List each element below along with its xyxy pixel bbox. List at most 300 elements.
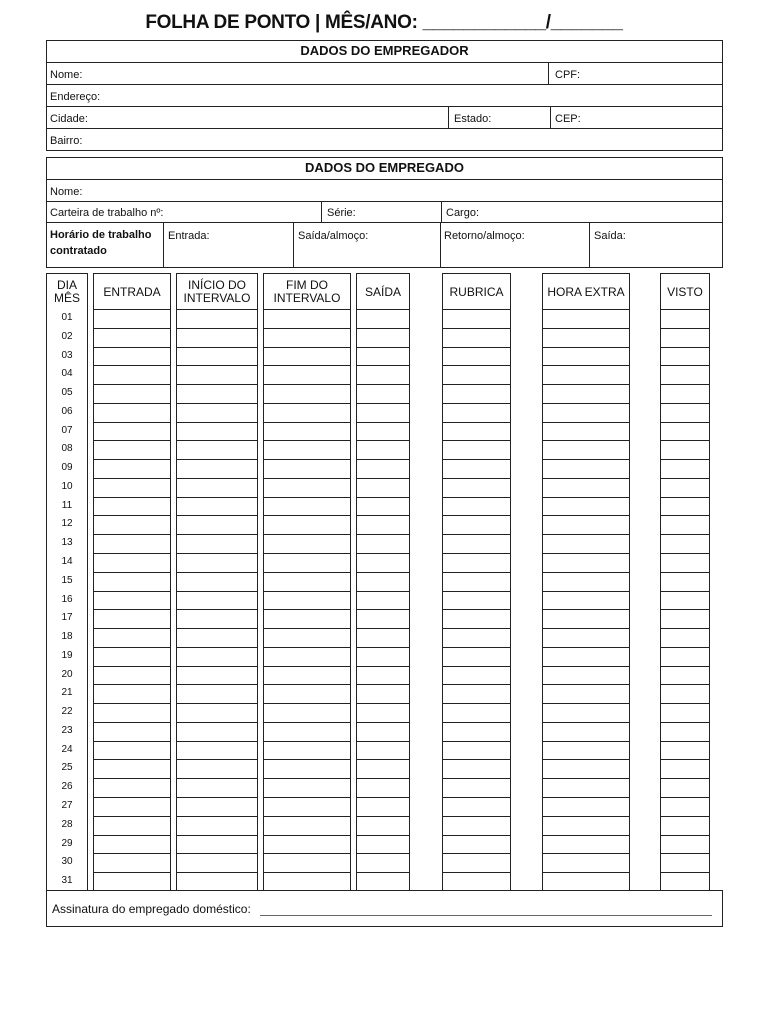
time-cell[interactable] (542, 328, 630, 347)
work-card-label: Carteira de trabalho nº: (50, 207, 164, 219)
column-header (263, 275, 351, 309)
employer-section (46, 40, 723, 151)
time-cell[interactable] (660, 816, 710, 835)
day-number: 18 (61, 631, 73, 643)
time-cell[interactable] (176, 872, 258, 891)
time-cell[interactable] (660, 797, 710, 816)
time-cell[interactable] (660, 647, 710, 666)
time-cell[interactable] (356, 591, 410, 610)
time-cell[interactable] (442, 759, 511, 778)
time-cell[interactable] (176, 365, 258, 384)
day-number: 06 (61, 405, 73, 417)
time-cell[interactable] (263, 759, 351, 778)
time-cell[interactable] (542, 872, 630, 891)
employer-state-label: Estado: (454, 113, 492, 125)
time-cell[interactable] (542, 816, 630, 835)
time-cell[interactable] (442, 478, 511, 497)
time-cell[interactable] (176, 347, 258, 366)
series-label: Série: (327, 207, 356, 219)
time-cell[interactable] (263, 328, 351, 347)
time-cell[interactable] (93, 835, 171, 854)
time-cell[interactable] (93, 684, 171, 703)
time-cell[interactable] (660, 459, 710, 478)
time-cell[interactable] (356, 816, 410, 835)
time-cell[interactable] (176, 572, 258, 591)
time-cell[interactable] (442, 684, 511, 703)
time-cell[interactable] (263, 459, 351, 478)
time-cell[interactable] (176, 759, 258, 778)
time-cell[interactable] (442, 309, 511, 328)
time-cell[interactable] (93, 440, 171, 459)
time-cell[interactable] (93, 853, 171, 872)
time-cell[interactable] (356, 684, 410, 703)
time-cell[interactable] (660, 666, 710, 685)
day-number: 24 (61, 743, 73, 755)
time-cell[interactable] (542, 515, 630, 534)
time-cell[interactable] (660, 440, 710, 459)
time-cell[interactable] (93, 328, 171, 347)
time-cell[interactable] (263, 778, 351, 797)
time-cell[interactable] (542, 309, 630, 328)
day-number: 19 (61, 649, 73, 661)
time-cell[interactable] (93, 403, 171, 422)
column-header-line1: INÍCIO DO (187, 278, 246, 292)
time-cell[interactable] (442, 816, 511, 835)
time-cell[interactable] (542, 628, 630, 647)
time-cell[interactable] (356, 347, 410, 366)
time-cell[interactable] (542, 741, 630, 760)
time-cell[interactable] (356, 403, 410, 422)
signature-box (46, 890, 723, 927)
time-cell[interactable] (93, 872, 171, 891)
employer-city-label: Cidade: (50, 113, 88, 125)
time-cell[interactable] (542, 684, 630, 703)
day-number: 21 (61, 687, 73, 699)
time-cell[interactable] (442, 797, 511, 816)
time-cell[interactable] (442, 778, 511, 797)
time-cell[interactable] (660, 741, 710, 760)
day-number: 16 (61, 593, 73, 605)
time-cell[interactable] (442, 365, 511, 384)
time-cell[interactable] (176, 666, 258, 685)
time-cell[interactable] (442, 328, 511, 347)
column-header-line2: INTERVALO (183, 291, 251, 305)
time-cell[interactable] (356, 384, 410, 403)
time-cell[interactable] (356, 759, 410, 778)
time-cell[interactable] (442, 553, 511, 572)
entry-label: Entrada: (168, 230, 210, 242)
time-cell[interactable] (93, 365, 171, 384)
time-cell[interactable] (263, 835, 351, 854)
time-cell[interactable] (442, 384, 511, 403)
time-cell[interactable] (356, 478, 410, 497)
time-cell[interactable] (442, 741, 511, 760)
time-cell[interactable] (542, 722, 630, 741)
time-cell[interactable] (176, 647, 258, 666)
time-cell[interactable] (542, 384, 630, 403)
timesheet-column (263, 273, 351, 891)
time-cell[interactable] (542, 347, 630, 366)
time-cell[interactable] (356, 703, 410, 722)
employer-heading: DADOS DO EMPREGADOR (300, 43, 469, 58)
time-cell[interactable] (93, 515, 171, 534)
time-cell[interactable] (660, 347, 710, 366)
day-number: 17 (61, 612, 73, 624)
time-cell[interactable] (356, 365, 410, 384)
time-cell[interactable] (263, 741, 351, 760)
time-cell[interactable] (660, 609, 710, 628)
timesheet-column (542, 273, 630, 891)
time-cell[interactable] (263, 440, 351, 459)
time-cell[interactable] (93, 591, 171, 610)
time-cell[interactable] (356, 741, 410, 760)
time-cell[interactable] (356, 440, 410, 459)
time-cell[interactable] (176, 478, 258, 497)
time-cell[interactable] (356, 515, 410, 534)
time-cell[interactable] (542, 703, 630, 722)
time-cell[interactable] (542, 497, 630, 516)
lunch-out-label: Saída/almoço: (298, 230, 369, 242)
column-header-line1: RUBRICA (449, 284, 504, 299)
time-cell[interactable] (542, 365, 630, 384)
time-cell[interactable] (660, 628, 710, 647)
day-number: 03 (61, 349, 73, 361)
time-cell[interactable] (542, 647, 630, 666)
time-cell[interactable] (442, 628, 511, 647)
time-cell[interactable] (93, 478, 171, 497)
day-number: 15 (61, 574, 73, 586)
time-cell[interactable] (660, 422, 710, 441)
column-header-line1: SAÍDA (364, 284, 401, 299)
time-cell[interactable] (93, 309, 171, 328)
time-cell[interactable] (542, 553, 630, 572)
time-cell[interactable] (263, 666, 351, 685)
time-cell[interactable] (660, 534, 710, 553)
day-number: 08 (61, 443, 73, 455)
time-cell[interactable] (93, 797, 171, 816)
day-number: 23 (61, 724, 73, 736)
time-cell[interactable] (356, 778, 410, 797)
day-number: 11 (61, 499, 73, 511)
time-cell[interactable] (176, 816, 258, 835)
page-title: FOLHA DE PONTO | MÊS/ANO: ____________/_______ (145, 12, 623, 33)
time-cell[interactable] (660, 553, 710, 572)
time-cell[interactable] (356, 459, 410, 478)
employee-name-label: Nome: (50, 186, 83, 198)
time-cell[interactable] (442, 515, 511, 534)
day-number: 12 (61, 518, 73, 530)
column-header (356, 275, 410, 309)
time-cell[interactable] (356, 835, 410, 854)
day-number: 07 (61, 424, 73, 436)
time-cell[interactable] (660, 478, 710, 497)
timesheet-column (442, 273, 511, 891)
day-number: 04 (61, 368, 73, 380)
time-cell[interactable] (176, 778, 258, 797)
time-cell[interactable] (263, 497, 351, 516)
timesheet-column (93, 273, 171, 891)
time-cell[interactable] (542, 459, 630, 478)
day-number: 14 (61, 556, 73, 567)
employer-district-label: Bairro: (50, 135, 83, 147)
time-cell[interactable] (176, 853, 258, 872)
time-cell[interactable] (442, 497, 511, 516)
time-cell[interactable] (356, 666, 410, 685)
day-number: 28 (61, 818, 73, 830)
time-cell[interactable] (263, 384, 351, 403)
time-cell[interactable] (93, 703, 171, 722)
employee-heading: DADOS DO EMPREGADO (305, 160, 464, 175)
day-number: 29 (61, 837, 73, 849)
time-cell[interactable] (176, 328, 258, 347)
day-column-header (46, 277, 88, 307)
time-cell[interactable] (442, 872, 511, 891)
employee-section (46, 157, 723, 268)
time-cell[interactable] (442, 347, 511, 366)
time-cell[interactable] (263, 347, 351, 366)
time-cell[interactable] (356, 853, 410, 872)
timesheet-column (356, 273, 410, 891)
employer-name-label: Nome: (50, 69, 83, 81)
time-cell[interactable] (263, 797, 351, 816)
time-cell[interactable] (442, 572, 511, 591)
time-cell[interactable] (542, 403, 630, 422)
time-cell[interactable] (542, 853, 630, 872)
time-cell[interactable] (442, 722, 511, 741)
time-cell[interactable] (542, 778, 630, 797)
time-cell[interactable] (263, 553, 351, 572)
day-number: 10 (61, 480, 73, 492)
time-cell[interactable] (176, 628, 258, 647)
time-cell[interactable] (263, 572, 351, 591)
time-cell[interactable] (176, 553, 258, 572)
time-cell[interactable] (93, 347, 171, 366)
time-cell[interactable] (176, 459, 258, 478)
time-cell[interactable] (442, 459, 511, 478)
time-cell[interactable] (93, 816, 171, 835)
time-cell[interactable] (442, 422, 511, 441)
time-cell[interactable] (176, 384, 258, 403)
day-number: 22 (61, 706, 73, 718)
time-cell[interactable] (176, 684, 258, 703)
time-cell[interactable] (176, 703, 258, 722)
employer-cep-label: CEP: (555, 113, 581, 125)
time-cell[interactable] (660, 684, 710, 703)
time-cell[interactable] (442, 609, 511, 628)
time-cell[interactable] (93, 459, 171, 478)
time-cell[interactable] (93, 572, 171, 591)
time-cell[interactable] (263, 403, 351, 422)
timesheet-column (176, 273, 258, 891)
time-cell[interactable] (93, 628, 171, 647)
time-cell[interactable] (442, 440, 511, 459)
time-cell[interactable] (660, 384, 710, 403)
time-cell[interactable] (660, 328, 710, 347)
time-cell[interactable] (176, 440, 258, 459)
time-cell[interactable] (263, 478, 351, 497)
day-number: 27 (61, 800, 73, 812)
time-cell[interactable] (176, 309, 258, 328)
time-cell[interactable] (263, 872, 351, 891)
time-cell[interactable] (542, 440, 630, 459)
time-cell[interactable] (176, 591, 258, 610)
time-cell[interactable] (176, 797, 258, 816)
time-cell[interactable] (660, 835, 710, 854)
time-cell[interactable] (442, 853, 511, 872)
time-cell[interactable] (660, 403, 710, 422)
day-number: 30 (61, 856, 73, 868)
day-column (46, 273, 88, 891)
time-cell[interactable] (660, 722, 710, 741)
employer-cpf-label: CPF: (555, 69, 581, 81)
exit-label: Saída: (594, 230, 626, 242)
lunch-return-label: Retorno/almoço: (444, 230, 525, 242)
time-cell[interactable] (442, 703, 511, 722)
time-cell[interactable] (542, 572, 630, 591)
time-cell[interactable] (442, 647, 511, 666)
time-cell[interactable] (93, 553, 171, 572)
day-number: 09 (61, 462, 73, 474)
time-cell[interactable] (263, 647, 351, 666)
time-cell[interactable] (93, 497, 171, 516)
time-cell[interactable] (542, 835, 630, 854)
time-cell[interactable] (356, 722, 410, 741)
time-cell[interactable] (263, 422, 351, 441)
time-cell[interactable] (356, 309, 410, 328)
time-cell[interactable] (356, 422, 410, 441)
signature-label: Assinatura do empregado doméstico: (52, 902, 251, 916)
day-header-line1: DIA (56, 278, 77, 292)
time-cell[interactable] (263, 609, 351, 628)
time-cell[interactable] (660, 703, 710, 722)
column-header-line2: INTERVALO (273, 291, 341, 305)
position-label: Cargo: (446, 207, 480, 219)
day-number: 26 (61, 781, 73, 793)
time-cell[interactable] (176, 422, 258, 441)
time-cell[interactable] (356, 497, 410, 516)
column-header-line1: ENTRADA (103, 284, 161, 299)
time-cell[interactable] (660, 853, 710, 872)
column-header-line1: VISTO (667, 284, 703, 299)
time-cell[interactable] (263, 853, 351, 872)
contracted-hours-label-line1: Horário de trabalho (50, 229, 152, 241)
time-cell[interactable] (660, 872, 710, 891)
time-cell[interactable] (442, 403, 511, 422)
time-cell[interactable] (93, 534, 171, 553)
time-cell[interactable] (263, 722, 351, 741)
time-cell[interactable] (542, 666, 630, 685)
time-cell[interactable] (660, 572, 710, 591)
time-cell[interactable] (356, 628, 410, 647)
time-cell[interactable] (93, 778, 171, 797)
day-header-line2: MÊS (53, 291, 80, 305)
time-cell[interactable] (263, 703, 351, 722)
time-cell[interactable] (542, 759, 630, 778)
time-cell[interactable] (263, 591, 351, 610)
contracted-hours-label-line2: contratado (50, 245, 107, 257)
time-cell[interactable] (176, 534, 258, 553)
time-cell[interactable] (442, 534, 511, 553)
column-header (93, 275, 171, 309)
time-cell[interactable] (93, 384, 171, 403)
time-cell[interactable] (176, 835, 258, 854)
column-header (660, 275, 710, 309)
time-cell[interactable] (660, 778, 710, 797)
time-cell[interactable] (176, 741, 258, 760)
column-header-line1: FIM DO (286, 278, 328, 292)
column-header (176, 275, 258, 309)
day-number: 25 (61, 762, 73, 774)
time-cell[interactable] (93, 722, 171, 741)
time-cell[interactable] (93, 647, 171, 666)
time-cell[interactable] (442, 835, 511, 854)
time-cell[interactable] (263, 816, 351, 835)
time-cell[interactable] (176, 497, 258, 516)
time-cell[interactable] (356, 328, 410, 347)
column-header (542, 275, 630, 309)
employer-address-label: Endereço: (50, 91, 101, 103)
day-number: 02 (61, 330, 73, 342)
time-cell[interactable] (356, 872, 410, 891)
time-cell[interactable] (263, 309, 351, 328)
signature-line (260, 915, 712, 916)
time-cell[interactable] (356, 553, 410, 572)
time-cell[interactable] (263, 515, 351, 534)
time-cell[interactable] (93, 666, 171, 685)
time-cell[interactable] (542, 478, 630, 497)
time-cell[interactable] (356, 572, 410, 591)
column-header-line1: HORA EXTRA (547, 284, 625, 299)
column-header (442, 275, 511, 309)
time-cell[interactable] (660, 591, 710, 610)
time-cell[interactable] (660, 365, 710, 384)
time-cell[interactable] (542, 422, 630, 441)
time-cell[interactable] (356, 534, 410, 553)
time-cell[interactable] (660, 759, 710, 778)
time-cell[interactable] (176, 609, 258, 628)
time-cell[interactable] (93, 422, 171, 441)
time-cell[interactable] (660, 497, 710, 516)
time-cell[interactable] (660, 515, 710, 534)
time-cell[interactable] (660, 309, 710, 328)
time-cell[interactable] (263, 534, 351, 553)
time-cell[interactable] (93, 741, 171, 760)
time-cell[interactable] (263, 365, 351, 384)
time-cell[interactable] (263, 628, 351, 647)
time-cell[interactable] (442, 666, 511, 685)
time-cell[interactable] (542, 591, 630, 610)
time-cell[interactable] (356, 797, 410, 816)
time-cell[interactable] (542, 609, 630, 628)
time-cell[interactable] (176, 403, 258, 422)
day-number: 01 (61, 312, 73, 323)
day-number: 20 (61, 668, 73, 680)
time-cell[interactable] (93, 609, 171, 628)
time-cell[interactable] (93, 759, 171, 778)
time-cell[interactable] (176, 515, 258, 534)
time-cell[interactable] (356, 647, 410, 666)
time-cell[interactable] (356, 609, 410, 628)
time-cell[interactable] (542, 534, 630, 553)
day-number: 31 (61, 875, 73, 887)
day-number: 05 (61, 387, 73, 399)
time-cell[interactable] (542, 797, 630, 816)
time-cell[interactable] (176, 722, 258, 741)
timesheet-column (660, 273, 710, 891)
day-number: 13 (61, 537, 73, 549)
time-cell[interactable] (263, 684, 351, 703)
time-cell[interactable] (442, 591, 511, 610)
